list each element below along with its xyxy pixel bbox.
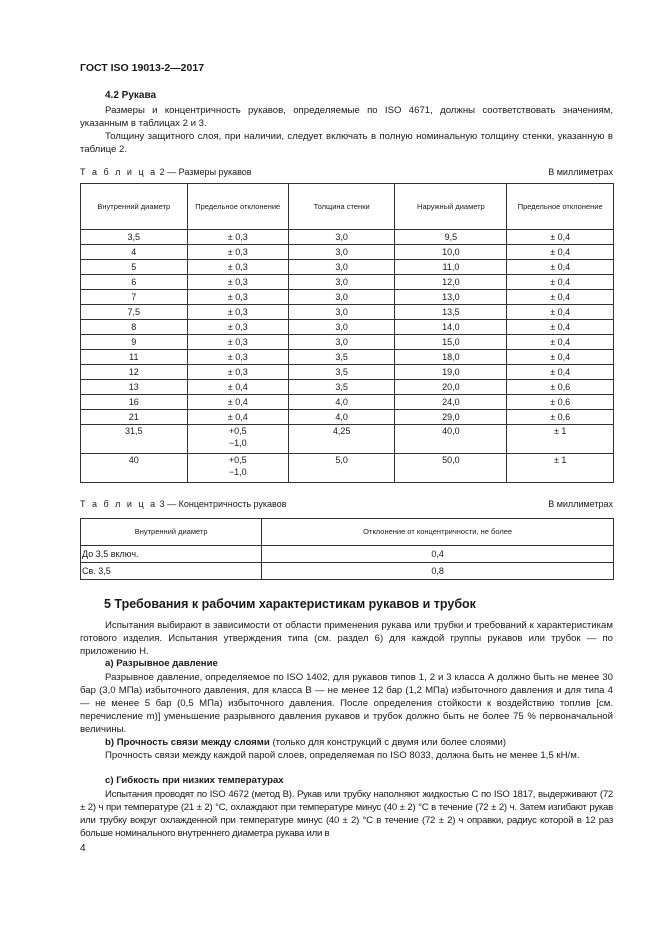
page-number: 4 — [80, 843, 86, 854]
table-cell: 10,0 — [395, 245, 507, 260]
table3-caption — [80, 499, 287, 509]
table-row — [81, 350, 614, 365]
table-cell: ± 0,4 — [507, 290, 614, 305]
table-row — [81, 563, 614, 580]
table-cell: 8 — [81, 320, 188, 335]
table-cell: 3,0 — [288, 335, 395, 350]
table-cell: ± 0,4 — [507, 335, 614, 350]
table-row — [81, 320, 614, 335]
table2-caption — [80, 167, 252, 177]
table-cell: 20,0 — [395, 380, 507, 395]
subsection-c-title: с) Гибкость при низких температурах — [105, 775, 284, 786]
table-row — [81, 230, 614, 245]
table-cell: ± 0,3 — [187, 335, 288, 350]
table-row — [81, 380, 614, 395]
table-row — [81, 290, 614, 305]
table-cell: ± 0,4 — [507, 305, 614, 320]
table-cell: 12 — [81, 365, 188, 380]
table-cell: ± 0,3 — [187, 290, 288, 305]
table-cell: ± 0,4 — [187, 410, 288, 425]
table-cell: ± 0,4 — [507, 275, 614, 290]
table-cell: ± 0,6 — [507, 380, 614, 395]
table-cell: 3,0 — [288, 230, 395, 245]
table-cell: 15,0 — [395, 335, 507, 350]
table-cell: 14,0 — [395, 320, 507, 335]
table2-header-cell: Предельное отклонение — [187, 184, 288, 230]
table-cell: 11,0 — [395, 260, 507, 275]
table-cell: ± 0,4 — [187, 380, 288, 395]
table-row — [81, 425, 614, 454]
table-row — [81, 546, 614, 563]
table3-header-cell: Внутренний диаметр — [81, 519, 262, 546]
table-row — [81, 275, 614, 290]
section-4-2-paragraph-1: Размеры и концентричность рукавов, определяемые по ISO 4671, должны соответствовать значениям, указанным в таблицах 2 и 3. — [80, 105, 613, 129]
table-cell: Св. 3,5 — [81, 563, 262, 580]
table-cell: 13,0 — [395, 290, 507, 305]
table-cell: ± 0,4 — [507, 320, 614, 335]
table-cell: 13 — [81, 380, 188, 395]
table3-caption-prefix: Т а б л и ц а — [80, 499, 158, 509]
table-cell: 3,0 — [288, 245, 395, 260]
table-cell: ± 0,3 — [187, 260, 288, 275]
section-4-2-title: 4.2 Рукава — [105, 90, 157, 101]
table-cell: 3,0 — [288, 290, 395, 305]
table-cell: 24,0 — [395, 395, 507, 410]
table2-units: В миллиметрах — [548, 167, 613, 177]
subsection-a-text: Разрывное давление, определяемое по ISO 1402, для рукавов типов 1, 2 и 3 класса А должно быть не менее 30 бар (3,0 МПа) избыточного давления, для класса В — не менее 12 бар (1,2 МПа) избыточного давления и для типа 4 — не менее 5 бар (0,5 МПа) избыточного давления. После определения стойкости к воздействию топлив [см. перечисление m)] уменьшение разрывного давления рукавов и трубок должно быть не более 75 % первоначальной величины. — [80, 672, 613, 735]
table-cell: ± 0,6 — [507, 410, 614, 425]
table-cell: 21 — [81, 410, 188, 425]
table-cell: ± 0,3 — [187, 320, 288, 335]
subsection-c-text: Испытания проводят по ISO 4672 (метод В). Рукав или трубку наполняют жидкостью С по ISO 1817, выдерживают (72 ± 2) ч при температуре (21 ± 2) °С, охлаждают при температуре минус (40 ± 2) °С в течение (72 ± 2) ч. Затем изгибают рукав или трубку вокруг охлажденной при температуре минус (40 ± 2) °С в течение (72 ± 2) ч оправки, радиус которой в 12 раз больше номинального внутреннего диаметра рукава или в — [80, 789, 613, 839]
table-cell: ± 0,3 — [187, 275, 288, 290]
table-cell: 3,5 — [81, 230, 188, 245]
table2-header-cell: Внутренний диаметр — [81, 184, 188, 230]
table-cell: 18,0 — [395, 350, 507, 365]
section-4-2-paragraph-2: Толщину защитного слоя, при наличии, следует включать в полную номинальную толщину стенки, указанную в таблице 2. — [80, 131, 613, 155]
table-cell: ± 0,3 — [187, 230, 288, 245]
table-cell: 6 — [81, 275, 188, 290]
table-cell: 0,4 — [262, 546, 614, 563]
table-row — [81, 260, 614, 275]
table-row — [81, 245, 614, 260]
table2-caption-prefix: Т а б л и ц а — [80, 167, 158, 177]
table-cell: 4,0 — [288, 410, 395, 425]
subsection-b-title-line — [105, 736, 613, 749]
table-cell: 5,0 — [288, 454, 395, 483]
table3-units: В миллиметрах — [548, 499, 613, 509]
table-row — [81, 305, 614, 320]
table2-header-row — [81, 184, 614, 230]
section-5-title: 5 Требования к рабочим характеристикам рукавов и трубок — [104, 597, 476, 611]
table-cell: 9,5 — [395, 230, 507, 245]
table-3-hose-concentricity — [80, 518, 614, 580]
table-2-hose-dimensions — [80, 183, 614, 483]
document-header: ГОСТ ISO 19013-2—2017 — [80, 62, 205, 74]
table-cell: 4,0 — [288, 395, 395, 410]
table2-header-cell: Толщина стенки — [288, 184, 395, 230]
table-cell: До 3,5 включ. — [81, 546, 262, 563]
table-cell: 19,0 — [395, 365, 507, 380]
table-cell: 3,5 — [288, 380, 395, 395]
table-cell: 16 — [81, 395, 188, 410]
table-cell: ± 1 — [507, 454, 614, 483]
table-cell: 3,0 — [288, 275, 395, 290]
table-cell: 50,0 — [395, 454, 507, 483]
subsection-a-title: а) Разрывное давление — [105, 658, 218, 669]
table-cell: 9 — [81, 335, 188, 350]
table-cell: ± 0,4 — [187, 395, 288, 410]
table-cell: 7,5 — [81, 305, 188, 320]
table-cell: ± 0,3 — [187, 350, 288, 365]
subsection-b-title: b) Прочность связи между слоями — [105, 737, 270, 748]
table-cell: 3,5 — [288, 350, 395, 365]
table-row — [81, 335, 614, 350]
table-cell: ± 0,6 — [507, 395, 614, 410]
subsection-b-text: Прочность связи между каждой парой слоев, определяемая по ISO 8033, должна быть не менее 1,5 кН/м. — [105, 750, 580, 761]
table-cell: 3,0 — [288, 305, 395, 320]
table3-caption-text: 3 — Концентричность рукавов — [159, 499, 287, 509]
table2-header-cell: Наружный диаметр — [395, 184, 507, 230]
table-cell: 29,0 — [395, 410, 507, 425]
table-cell: 0,8 — [262, 563, 614, 580]
table-cell: +0,5 −1,0 — [187, 425, 288, 454]
table3-header-row — [81, 519, 614, 546]
table-cell: 4,25 — [288, 425, 395, 454]
table-cell: 31,5 — [81, 425, 188, 454]
table-cell: ± 0,4 — [507, 365, 614, 380]
table3-header-cell: Отклонение от концентричности, не более — [262, 519, 614, 546]
table-cell: 12,0 — [395, 275, 507, 290]
table-cell: 4 — [81, 245, 188, 260]
table-row — [81, 410, 614, 425]
table2-header-cell: Предельное отклонение — [507, 184, 614, 230]
table2-caption-text: 2 — Размеры рукавов — [159, 167, 252, 177]
table-cell: 40 — [81, 454, 188, 483]
table-cell: 5 — [81, 260, 188, 275]
table-cell: ± 0,3 — [187, 305, 288, 320]
table-cell: +0,5 −1,0 — [187, 454, 288, 483]
table-cell: 40,0 — [395, 425, 507, 454]
table-cell: 13,5 — [395, 305, 507, 320]
table-cell: ± 0,4 — [507, 260, 614, 275]
table-row — [81, 395, 614, 410]
table-cell: 3,0 — [288, 320, 395, 335]
table-cell: ± 0,4 — [507, 245, 614, 260]
table-row — [81, 365, 614, 380]
subsection-b-title-suffix: (только для конструкций с двумя или более слоями) — [269, 737, 507, 748]
table-cell: ± 0,3 — [187, 365, 288, 380]
table-cell: ± 0,4 — [507, 230, 614, 245]
section-5-intro: Испытания выбирают в зависимости от области применения рукава или трубки и требований к характеристикам готового изделия. Испытания утверждения типа (см. раздел 6) для каждой группы рукавов или трубок — по приложению Н. — [80, 620, 613, 657]
table-cell: ± 1 — [507, 425, 614, 454]
table-cell: 7 — [81, 290, 188, 305]
table-cell: 3,5 — [288, 365, 395, 380]
table-cell: 3,0 — [288, 260, 395, 275]
table-cell: 11 — [81, 350, 188, 365]
table-cell: ± 0,4 — [507, 350, 614, 365]
table-row — [81, 454, 614, 483]
table-cell: ± 0,3 — [187, 245, 288, 260]
